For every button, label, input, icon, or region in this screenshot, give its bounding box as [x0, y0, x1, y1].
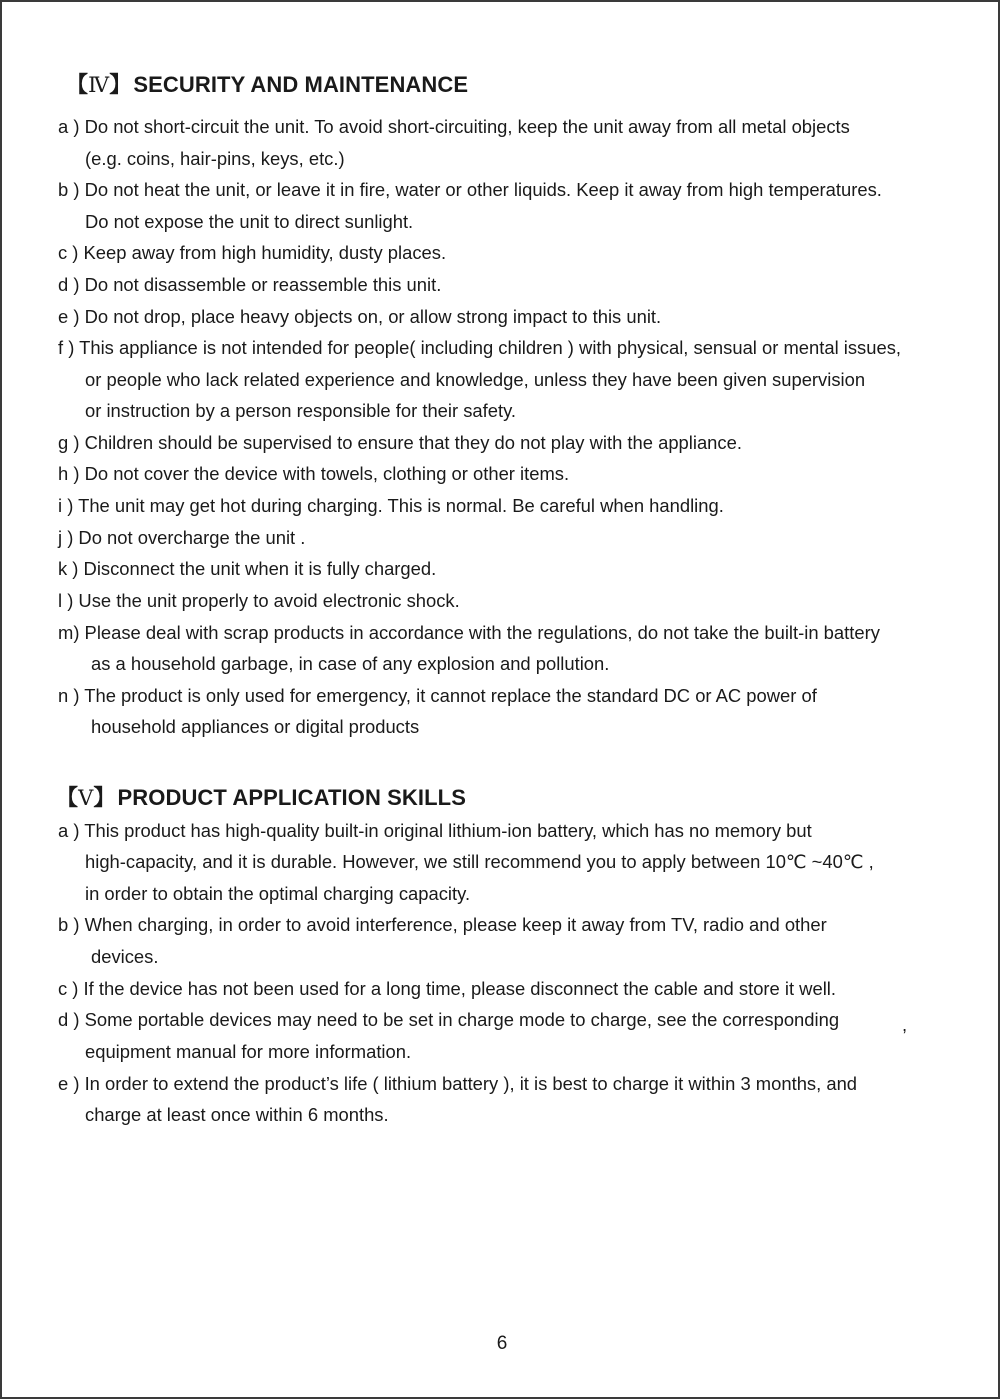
list-item: l ) Use the unit properly to avoid electronic shock.	[58, 590, 460, 611]
list-item: devices.	[91, 946, 159, 967]
list-item: high-capacity, and it is durable. However, we still recommend you to apply between 10℃ ~40℃ ,	[85, 851, 874, 872]
list-item: a ) This product has high-quality built-in original lithium-ion battery, which has no memory but	[58, 820, 812, 841]
section-title: SECURITY AND MAINTENANCE	[133, 72, 469, 97]
list-item: e ) In order to extend the product’s life ( lithium battery ), it is best to charge it within 3 months, and	[58, 1073, 858, 1094]
list-item: Do not expose the unit to direct sunlight.	[85, 211, 414, 232]
list-item: a ) Do not short-circuit the unit. To avoid short-circuiting, keep the unit away from all metal objects	[58, 116, 850, 137]
bracket-close: 】	[93, 785, 116, 810]
list-item: or people who lack related experience and knowledge, unless they have been given supervision	[85, 369, 866, 390]
bracket-close: 】	[109, 72, 132, 97]
list-item: f ) This appliance is not intended for people( including children ) with physical, sensual or mental issues,	[58, 337, 902, 358]
list-item: in order to obtain the optimal charging capacity.	[85, 883, 471, 904]
list-item: m) Please deal with scrap products in accordance with the regulations, do not take the built-in battery	[58, 622, 880, 643]
section-5-heading	[56, 781, 466, 812]
list-item: c ) Keep away from high humidity, dusty places.	[58, 242, 447, 263]
list-item: k ) Disconnect the unit when it is fully charged.	[58, 558, 437, 579]
list-item: n ) The product is only used for emergency, it cannot replace the standard DC or AC power of	[58, 685, 817, 706]
section-4-heading	[66, 68, 468, 99]
list-item: e ) Do not drop, place heavy objects on, or allow strong impact to this unit.	[58, 306, 662, 327]
page-number: 6	[496, 1333, 508, 1354]
list-item: b ) When charging, in order to avoid interference, please keep it away from TV, radio and other	[58, 914, 827, 935]
bracket-open: 【	[56, 785, 79, 810]
list-item: d ) Do not disassemble or reassemble this unit.	[58, 274, 442, 295]
list-item: household appliances or digital products	[91, 716, 420, 737]
list-item: b ) Do not heat the unit, or leave it in fire, water or other liquids. Keep it away from high temperatures.	[58, 179, 882, 200]
list-item: as a household garbage, in case of any explosion and pollution.	[91, 653, 610, 674]
list-item: c ) If the device has not been used for a long time, please disconnect the cable and store it well.	[58, 978, 836, 999]
list-item: or instruction by a person responsible for their safety.	[85, 400, 517, 421]
bracket-open: 【	[66, 72, 89, 97]
list-item: d ) Some portable devices may need to be set in charge mode to charge, see the corresponding	[58, 1009, 840, 1030]
section-title: PRODUCT APPLICATION SKILLS	[117, 785, 466, 810]
list-item: h ) Do not cover the device with towels, clothing or other items.	[58, 463, 570, 484]
list-item: charge at least once within 6 months.	[85, 1104, 389, 1125]
stray-mark: ,	[902, 1014, 908, 1035]
list-item: g ) Children should be supervised to ensure that they do not play with the appliance.	[58, 432, 742, 453]
list-item: i ) The unit may get hot during charging. This is normal. Be careful when handling.	[58, 495, 724, 516]
list-item: (e.g. coins, hair-pins, keys, etc.)	[85, 148, 345, 169]
section-numeral: Ⅳ	[88, 73, 110, 97]
list-item: j ) Do not overcharge the unit .	[58, 527, 306, 548]
list-item: equipment manual for more information.	[85, 1041, 412, 1062]
section-numeral: Ⅴ	[78, 786, 94, 810]
